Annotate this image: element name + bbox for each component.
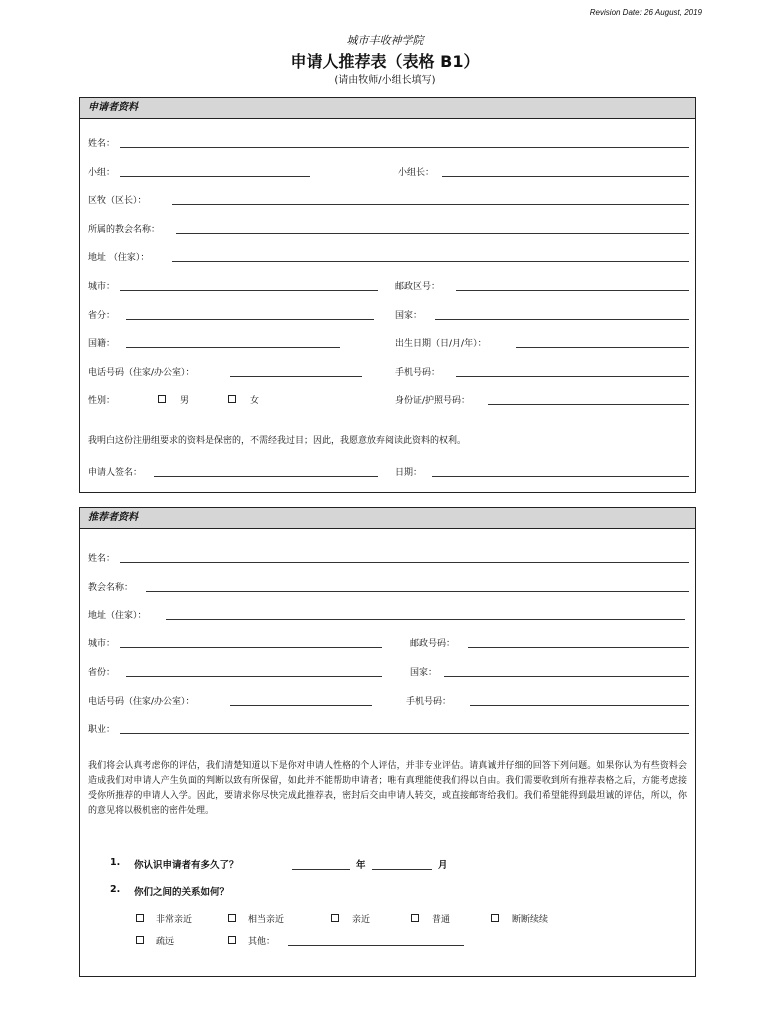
fairly-close-label: 相当亲近 [248,915,285,925]
applicant-date-label: 日期： [395,468,423,478]
applicant-name-label: 姓名： [88,139,116,149]
applicant-district-label: 区牧（区长）： [88,196,147,206]
applicant-postcode-field[interactable] [456,290,689,291]
applicant-signature-label: 申请人签名： [88,468,143,478]
referee-city-field[interactable] [120,647,382,648]
applicant-nationality-label: 国籍： [88,339,116,349]
very-close-label: 非常亲近 [156,915,193,925]
applicant-id-label: 身份证/护照号码： [395,396,471,406]
very-close-checkbox[interactable] [136,914,144,922]
referee-country-field[interactable] [444,676,689,677]
applicant-group-label: 小组： [88,168,116,178]
male-label: 男 [180,396,190,406]
applicant-country-field[interactable] [435,319,689,320]
referee-mobile-label: 手机号码： [406,697,452,707]
applicant-id-field[interactable] [488,404,689,405]
form-subtitle: (请由牧师/小组长填写) [334,75,436,86]
q1-number: 1. [110,857,121,868]
referee-city-label: 城市： [88,639,116,649]
applicant-mobile-label: 手机号码： [395,368,441,378]
referee-occupation-field[interactable] [120,733,689,734]
referee-name-field[interactable] [120,562,689,563]
male-checkbox[interactable] [158,395,166,403]
school-name: 城市丰收神学院 [346,34,424,47]
applicant-church-field[interactable] [176,233,689,234]
referee-church-label: 教会名称： [88,583,134,593]
referee-address-field[interactable] [166,619,685,620]
distant-checkbox[interactable] [136,936,144,944]
applicant-dob-label: 出生日期（日/月/年）： [395,339,487,349]
referee-name-label: 姓名： [88,554,116,564]
q1-month-label: 月 [438,860,448,871]
intermittent-label: 断断续续 [512,915,549,925]
referee-mobile-field[interactable] [470,705,689,706]
applicant-dob-field[interactable] [516,347,689,348]
female-label: 女 [250,396,260,406]
applicant-country-label: 国家： [395,311,423,321]
referee-instructions: 我们将会认真考虑你的评估，我们清楚知道以下是你对申请人性格的个人评估，并非专业评估。请真诚并仔细的回答下列问题。如果你认为有些资料会造成我们对申请人产生负面的判断以致有所保留，如此并不能帮助申请者；唯有真理能使我们得以自由。我们需要收到所有推荐表格之后，方能考虑接受你所推荐的申请人入学。因此，要请求你尽快完成此推荐表，密封后交由申请人转交，或直接邮寄给我们。我们希望能得到最坦诚的评估，所以，你的意见将以极机密的密件处理。 [88,761,687,816]
referee-phone-label: 电话号码（住家/办公室）： [88,697,195,707]
other-checkbox[interactable] [228,936,236,944]
applicant-group-field[interactable] [120,176,310,177]
applicant-group-leader-field[interactable] [442,176,689,177]
applicant-city-field[interactable] [120,290,378,291]
applicant-section [79,97,696,493]
referee-province-field[interactable] [126,676,382,677]
applicant-section-heading: 申请者资料 [80,98,695,119]
q2-number: 2. [110,884,121,895]
applicant-church-label: 所属的教会名称： [88,225,161,235]
applicant-date-field[interactable] [432,476,689,477]
referee-postcode-label: 邮政号码： [410,639,456,649]
close-checkbox[interactable] [331,914,339,922]
female-checkbox[interactable] [228,395,236,403]
applicant-province-field[interactable] [126,319,374,320]
referee-section [79,507,696,977]
applicant-nationality-field[interactable] [126,347,340,348]
referee-province-label: 省份： [88,668,116,678]
applicant-name-field[interactable] [120,147,689,148]
referee-church-field[interactable] [146,591,689,592]
revision-date: Revision Date: 26 August, 2019 [589,8,702,17]
other-label: 其他： [248,937,276,947]
q1-months-field[interactable] [372,869,432,870]
applicant-postcode-label: 邮政区号： [395,282,441,292]
q2-text: 你们之间的关系如何？ [134,887,230,898]
applicant-city-label: 城市： [88,282,116,292]
privacy-statement: 我明白这份注册组要求的资料是保密的，不需经我过目；因此，我愿意放弃阅读此资料的权利。 [88,436,467,446]
referee-section-heading: 推荐者资料 [80,508,695,529]
applicant-mobile-field[interactable] [456,376,689,377]
applicant-signature-field[interactable] [154,476,378,477]
referee-postcode-field[interactable] [468,647,689,648]
applicant-phone-label: 电话号码（住家/办公室）： [88,368,195,378]
applicant-district-field[interactable] [172,204,689,205]
q1-text: 你认识申请者有多久了？ [134,860,239,871]
normal-label: 普通 [432,915,451,925]
applicant-group-leader-label: 小组长： [398,168,435,178]
fairly-close-checkbox[interactable] [228,914,236,922]
applicant-phone-field[interactable] [230,376,362,377]
q1-year-label: 年 [356,860,366,871]
close-label: 亲近 [352,915,371,925]
distant-label: 疏远 [156,937,175,947]
form-title: 申请人推荐表（表格 B1） [290,52,480,71]
referee-occupation-label: 职业： [88,725,116,735]
q1-years-field[interactable] [292,869,350,870]
applicant-province-label: 省分： [88,311,116,321]
applicant-gender-label: 性别： [88,396,116,406]
intermittent-checkbox[interactable] [491,914,499,922]
referee-address-label: 地址（住家）： [88,611,147,621]
referee-phone-field[interactable] [230,705,372,706]
other-field[interactable] [288,945,464,946]
normal-checkbox[interactable] [411,914,419,922]
referee-country-label: 国家： [410,668,438,678]
applicant-address-label: 地址 （住家）： [88,253,150,263]
applicant-address-field[interactable] [172,261,689,262]
